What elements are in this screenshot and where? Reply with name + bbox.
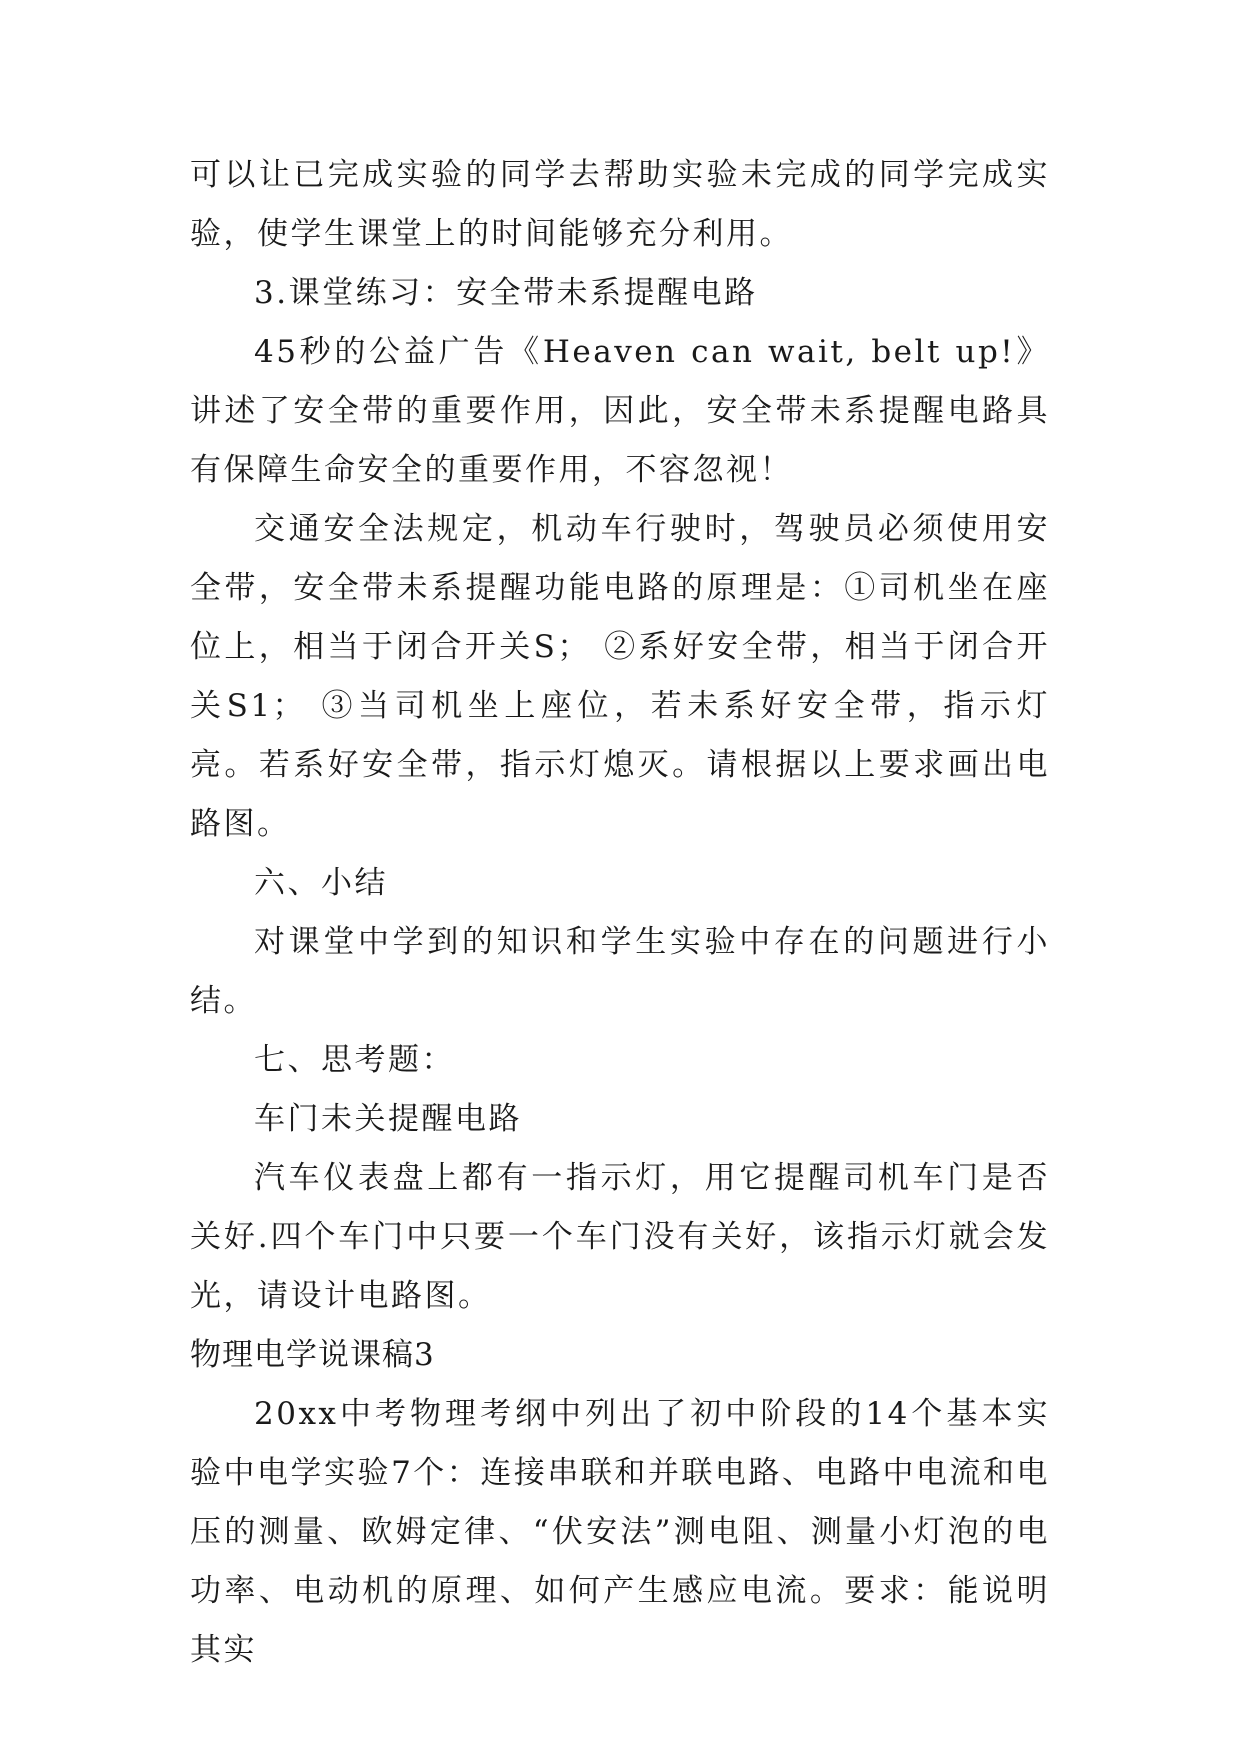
paragraph-summary: 对课堂中学到的知识和学生实验中存在的问题进行小结。 [190,924,1050,1019]
document-title: 物理电学说课稿3 [190,1337,435,1373]
subheading-door-circuit: 车门未关提醒电路 [254,1101,522,1137]
paragraph-door-circuit: 汽车仪表盘上都有一指示灯，用它提醒司机车门是否关好.四个车门中只要一个车门没有关好，该指示灯就会发光，请设计电路图。 [190,1160,1050,1314]
document-body [190,146,1050,1680]
paragraph-continuation: 可以让已完成实验的同学去帮助实验未完成的同学完成实验，使学生课堂上的时间能够充分利用。 [190,157,1050,252]
paragraph-traffic-law: 交通安全法规定，机动车行驶时，驾驶员必须使用安全带，安全带未系提醒功能电路的原理是：①司机坐在座位上，相当于闭合开关S； ②系好安全带，相当于闭合开关S1； ③当司机坐上座位，若未系好安全带，指示灯亮。若系好安全带，指示灯熄灭。请根据以上要求画出电路图。 [190,511,1050,842]
section-heading-summary: 六、小结 [254,865,388,901]
paragraph-public-ad: 45秒的公益广告《Heaven can wait, belt up!》讲述了安全带的重要作用，因此，安全带未系提醒电路具有保障生命安全的重要作用，不容忽视！ [190,334,1050,488]
paragraph-exam-outline: 20xx中考物理考纲中列出了初中阶段的14个基本实验中电学实验7个：连接串联和并联电路、电路中电流和电压的测量、欧姆定律、“伏安法”测电阻、测量小灯泡的电功率、电动机的原理、如何产生感应电流。要求：能说明其实 [190,1396,1050,1668]
section-heading-questions: 七、思考题： [254,1042,455,1078]
section-heading-class-exercise: 3.课堂练习：安全带未系提醒电路 [254,275,758,311]
